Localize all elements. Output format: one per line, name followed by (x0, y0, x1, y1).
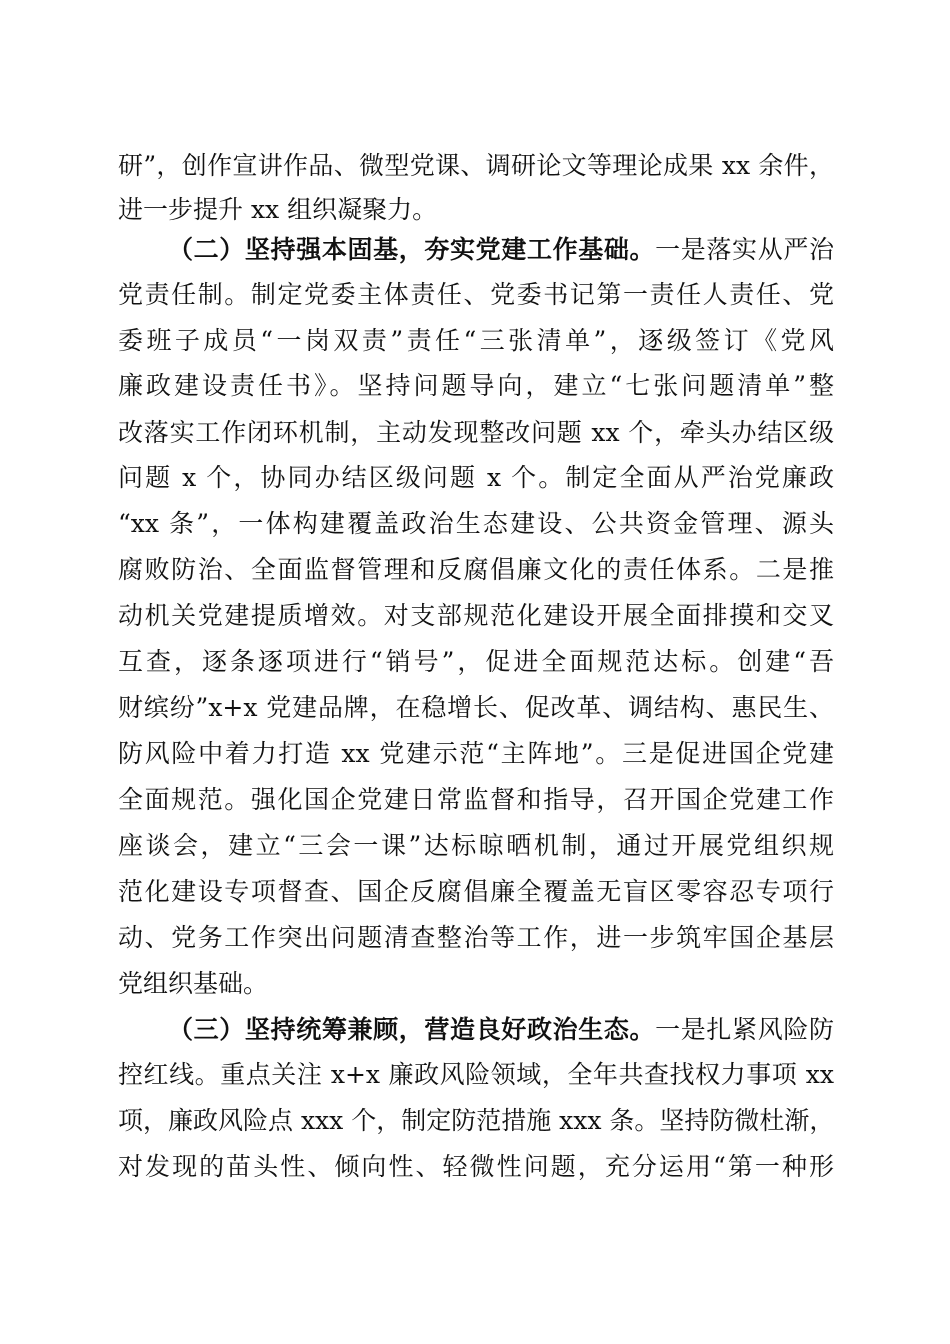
text-line: 动机关党建提质增效。对支部规范化建设开展全面排摸和交叉 (118, 601, 834, 630)
text-line: 座谈会，建立“三会一课”达标晾晒机制，通过开展党组织规 (118, 831, 834, 860)
text-line: 防风险中着力打造 xx 党建示范“主阵地”。三是促进国企党建 (118, 739, 834, 768)
text-line: 进一步提升 xx 组织凝聚力。 (118, 195, 438, 224)
text-line: “xx 条”，一体构建覆盖政治生态建设、公共资金管理、源头 (118, 509, 834, 538)
text-line: 互查，逐条逐项进行“销号”，促进全面规范达标。创建“吾 (118, 647, 834, 676)
text-line: 改落实工作闭环机制，主动发现整改问题 xx 个，牵头办结区级 (118, 418, 834, 447)
text-line: 委班子成员“一岗双责”责任“三张清单”，逐级签订《党风 (118, 326, 834, 355)
text-line: 动、党务工作突出问题清查整治等工作，进一步筑牢国企基层 (118, 923, 834, 952)
text-line: 廉政建设责任书》。坚持问题导向，建立“七张问题清单”整 (118, 371, 834, 400)
paragraph-heading-line (168, 230, 834, 270)
text-line: 项，廉政风险点 xxx 个，制定防范措施 xxx 条。坚持防微杜渐， (118, 1106, 835, 1135)
text-line: 腐败防治、全面监督管理和反腐倡廉文化的责任体系。二是推 (118, 555, 834, 584)
paragraph-heading-line (168, 1010, 834, 1050)
section-heading: （三）坚持统筹兼顾，营造良好政治生态。 (168, 1015, 656, 1044)
text-line: 党组织基础。 (118, 969, 269, 998)
text-line: 财缤纷”x+x 党建品牌，在稳增长、促改革、调结构、惠民生、 (118, 693, 834, 722)
text-span: 一是落实从严治 (655, 235, 834, 264)
text-line: 研”，创作宣讲作品、微型党课、调研论文等理论成果 xx 余件， (118, 151, 834, 180)
text-line: 控红线。重点关注 x+x 廉政风险领域，全年共查找权力事项 xx (118, 1060, 834, 1089)
text-line: 党责任制。制定党委主体责任、党委书记第一责任人责任、党 (118, 280, 834, 309)
text-span: 一是扎紧风险防 (655, 1015, 834, 1044)
section-heading: （二）坚持强本固基，夯实党建工作基础。 (168, 235, 656, 264)
text-line: 问题 x 个，协同办结区级问题 x 个。制定全面从严治党廉政 (118, 463, 834, 492)
text-line: 全面规范。强化国企党建日常监督和指导，召开国企党建工作 (118, 785, 834, 814)
text-line: 范化建设专项督查、国企反腐倡廉全覆盖无盲区零容忍专项行 (118, 877, 834, 906)
text-line: 对发现的苗头性、倾向性、轻微性问题，充分运用“第一种形 (118, 1152, 834, 1181)
